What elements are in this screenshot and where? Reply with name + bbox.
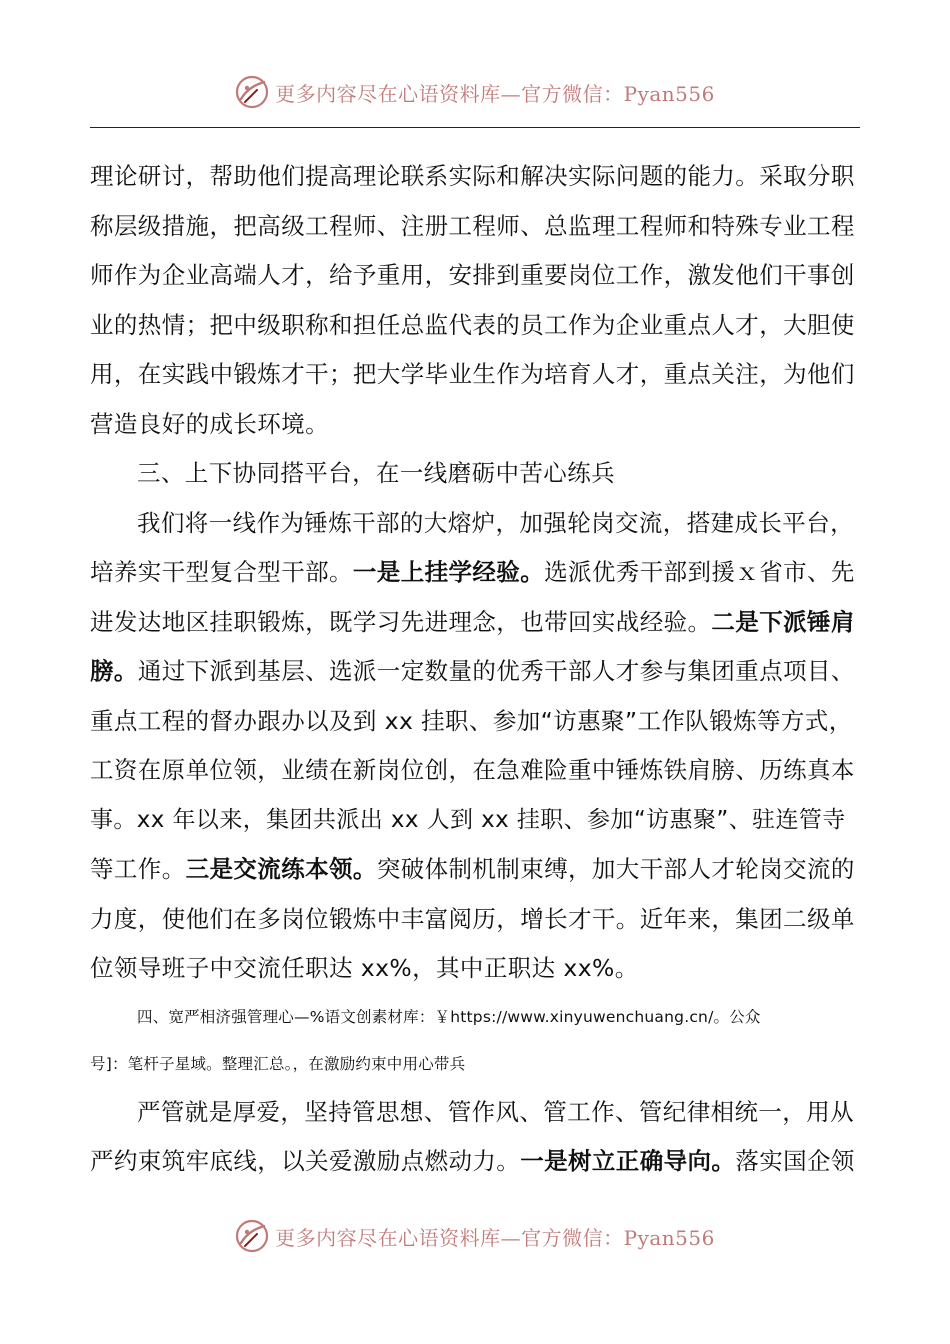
text-line xyxy=(90,449,860,499)
text-segment: 通过下派到基层、选派一定数量的优秀干部人才参与集团重点项目、 xyxy=(137,657,855,685)
text-line xyxy=(90,895,860,945)
text-line xyxy=(90,746,860,796)
text-segment: 等工作。 xyxy=(90,855,186,883)
pen-logo-icon xyxy=(235,75,269,109)
text-line xyxy=(90,944,860,994)
text-segment: 进发达地区挂职锻炼，既学习先进理念，也带回实战经验。 xyxy=(90,607,712,636)
text-segment: 力度，使他们在多岗位锻炼中丰富阅历，增长才干。近年来，集团二级单 xyxy=(90,904,855,933)
text-line xyxy=(90,845,860,895)
footer-watermark xyxy=(0,1214,950,1258)
text-segment: 培养实干型复合型干部。 xyxy=(90,558,353,586)
text-segment: 重点工程的督办跟办以及到 xx 挂职、参加“访惠聚”工作队锻炼等方式， xyxy=(90,706,853,735)
text-segment: 我们将一线作为锤炼干部的大熔炉，加强轮岗交流，搭建成长平台， xyxy=(137,508,854,537)
text-line xyxy=(90,350,860,400)
text-segment: 落实国企领 xyxy=(735,1147,855,1175)
text-line xyxy=(90,152,860,202)
text-line xyxy=(90,647,860,697)
watermark-text: 更多内容尽在心语资料库—官方微信：Pyan556 xyxy=(275,1225,715,1250)
text-segment: 事。xx 年以来，集团共派出 xx 人到 xx 挂职、参加“访惠聚”、驻连管寺 xyxy=(90,806,846,833)
text-line xyxy=(90,796,860,846)
text-segment: 业的热情；把中级职称和担任总监代表的员工作为企业重点人才，大胆使 xyxy=(90,310,855,339)
text-segment: 突破体制机制束缚，加大干部人才轮岗交流的 xyxy=(376,855,855,883)
text-segment: 选派优秀干部到援ｘ省市、先 xyxy=(544,558,855,586)
text-segment: 师作为企业高端人才，给予重用，安排到重要岗位工作，激发他们干事创 xyxy=(90,261,855,289)
text-segment: 理论研讨，帮助他们提高理论联系实际和解决实际问题的能力。采取分职 xyxy=(90,162,855,190)
text-segment: 三、上下协同搭平台，在一线磨砺中苦心练兵 xyxy=(137,459,615,487)
text-line xyxy=(90,251,860,301)
text-line xyxy=(90,1041,860,1088)
bold-text: 膀。 xyxy=(90,657,138,685)
text-segment: 工资在原单位领，业绩在新岗位创，在急难险重中锤炼铁肩膀、历练真本 xyxy=(90,756,855,784)
header-watermark xyxy=(0,70,950,114)
text-segment: 用，在实践中锻炼才干；把大学毕业生作为培育人才，重点关注，为他们 xyxy=(90,360,855,388)
header-divider xyxy=(90,127,860,128)
text-segment: 严约束筑牢底线，以关爱激励点燃动力。 xyxy=(90,1147,521,1175)
text-line xyxy=(90,548,860,598)
text-line xyxy=(90,1137,860,1187)
text-line xyxy=(90,697,860,747)
text-line xyxy=(90,301,860,351)
text-line xyxy=(90,1088,860,1138)
document-body xyxy=(90,152,860,1187)
text-segment: 称层级措施，把高级工程师、注册工程师、总监理工程师和特殊专业工程 xyxy=(90,211,855,240)
text-segment: 严管就是厚爱，坚持管思想、管作风、管工作、管纪律相统一，用从 xyxy=(137,1097,854,1126)
bold-text: 一是树立正确导向。 xyxy=(520,1147,736,1175)
text-line xyxy=(90,994,860,1041)
text-line xyxy=(90,499,860,549)
pen-logo-icon xyxy=(235,1219,269,1253)
text-line xyxy=(90,598,860,648)
bold-text: 一是上挂学经验。 xyxy=(352,558,545,586)
text-line xyxy=(90,202,860,252)
watermark-text: 更多内容尽在心语资料库—官方微信：Pyan556 xyxy=(275,81,715,106)
bold-text: 三是交流练本领。 xyxy=(185,855,377,883)
text-segment: 营造良好的成长环境。 xyxy=(90,409,329,438)
text-segment: 四、宽严相济强管理心—%语文创素材库：￥https://www.xinyuwenchuang.cn/。公众 xyxy=(137,1007,761,1026)
text-segment: 号]：笔杆子星域。整理汇总。，在激励约束中用心带兵 xyxy=(90,1054,466,1073)
text-line xyxy=(90,400,860,450)
text-segment: 位领导班子中交流任职达 xx%，其中正职达 xx%。 xyxy=(90,954,639,982)
bold-text: 二是下派锤肩 xyxy=(711,607,855,636)
